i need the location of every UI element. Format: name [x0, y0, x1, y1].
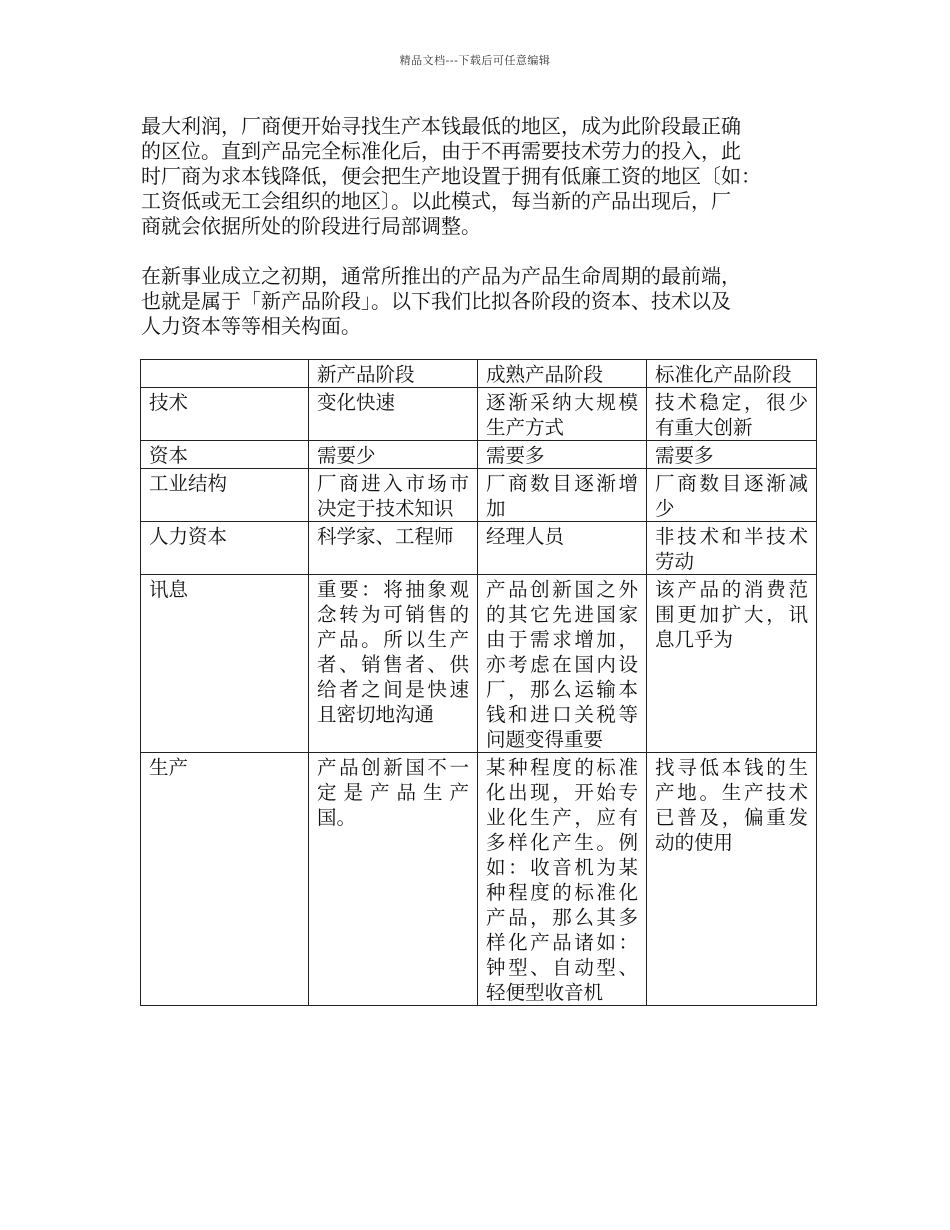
table-cell: 需要多: [478, 441, 647, 469]
paragraph-line: 商就会依据所处的阶段进行局部调整。: [141, 214, 481, 238]
row-label-industry-structure: 工业结构: [141, 469, 309, 522]
paragraph-line: 也就是属于「新产品阶段」。以下我们比拟各阶段的资本、技术以及: [141, 289, 731, 313]
table-cell: 逐渐采纳大规模生产方式: [478, 388, 647, 441]
table-cell: 某种程度的标准化出现，开始专业化生产，应有多样化产生。例如：收音机为某种程度的标准化产品，那么其多样化产品诸如：钟型、自动型、轻便型收音机: [478, 753, 647, 1006]
header-cell-new-product: 新产品阶段: [309, 360, 478, 388]
row-label-technology: 技术: [141, 388, 309, 441]
paragraph-line: 工资低或无工会组织的地区〕。以此模式，每当新的产品出现后，厂: [141, 189, 731, 213]
table-cell: 产品创新国之外的其它先进国家由于需求增加， 亦考虑在国内设厂，那么运输本钱和进口关税等问题变得重要: [478, 575, 647, 753]
table-cell: 技术稳定，很少有重大创新: [647, 388, 817, 441]
table-cell: 产品创新国不一定是产品生产国。: [309, 753, 478, 1006]
table-cell: 厂商数目逐渐增加: [478, 469, 647, 522]
row-label-capital: 资本: [141, 441, 309, 469]
table-cell: 该产品的消费范围更加扩大，讯息几乎为: [647, 575, 817, 753]
paragraph-line: 时厂商为求本钱降低，便会把生产地设置于拥有低廉工资的地区〔如：: [141, 164, 761, 188]
table-cell: 找寻低本钱的生产地。生产技术已普及，偏重发动的使用: [647, 753, 817, 1006]
table-cell: 非技术和半技术劳动: [647, 522, 817, 575]
paragraph-2: [141, 264, 821, 339]
table-header-row: [141, 360, 817, 388]
table-row: [141, 469, 817, 522]
row-label-human-capital: 人力资本: [141, 522, 309, 575]
paragraph-line: 的区位。直到产品完全标准化后，由于不再需要技术劳力的投入，此: [141, 139, 741, 163]
table-row: [141, 522, 817, 575]
table-cell: 变化快速: [309, 388, 478, 441]
table-cell: 重要：将抽象观念转为可销售的产品。所以生产者、销售者、供给者之间是快速且密切地沟通: [309, 575, 478, 753]
table-row: [141, 575, 817, 753]
paragraph-line: 在新事业成立之初期，通常所推出的产品为产品生命周期的最前端，: [141, 264, 741, 288]
header-cell-mature-product: 成熟产品阶段: [478, 360, 647, 388]
paragraph-line: 最大利润，厂商便开始寻找生产本钱最低的地区，成为此阶段最正确: [141, 114, 741, 138]
paragraph-line: 人力资本等等相关构面。: [141, 314, 361, 338]
paragraph-1: [141, 114, 821, 239]
table-cell: 科学家、工程师: [309, 522, 478, 575]
table-cell: 需要多: [647, 441, 817, 469]
table-row: [141, 388, 817, 441]
product-stage-comparison-table: [140, 359, 817, 1006]
table-cell: 需要少: [309, 441, 478, 469]
table-row: [141, 441, 817, 469]
row-label-information: 讯息: [141, 575, 309, 753]
table-cell: 厂商进入市场市决定于技术知识: [309, 469, 478, 522]
row-label-production: 生产: [141, 753, 309, 1006]
table-row: [141, 753, 817, 1006]
header-cell-empty: [141, 360, 309, 388]
table-cell: 厂商数目逐渐减少: [647, 469, 817, 522]
table-cell: 经理人员: [478, 522, 647, 575]
page-header: 精品文档---下载后可任意编辑: [399, 54, 551, 67]
header-cell-standardized-product: 标准化产品阶段: [647, 360, 817, 388]
